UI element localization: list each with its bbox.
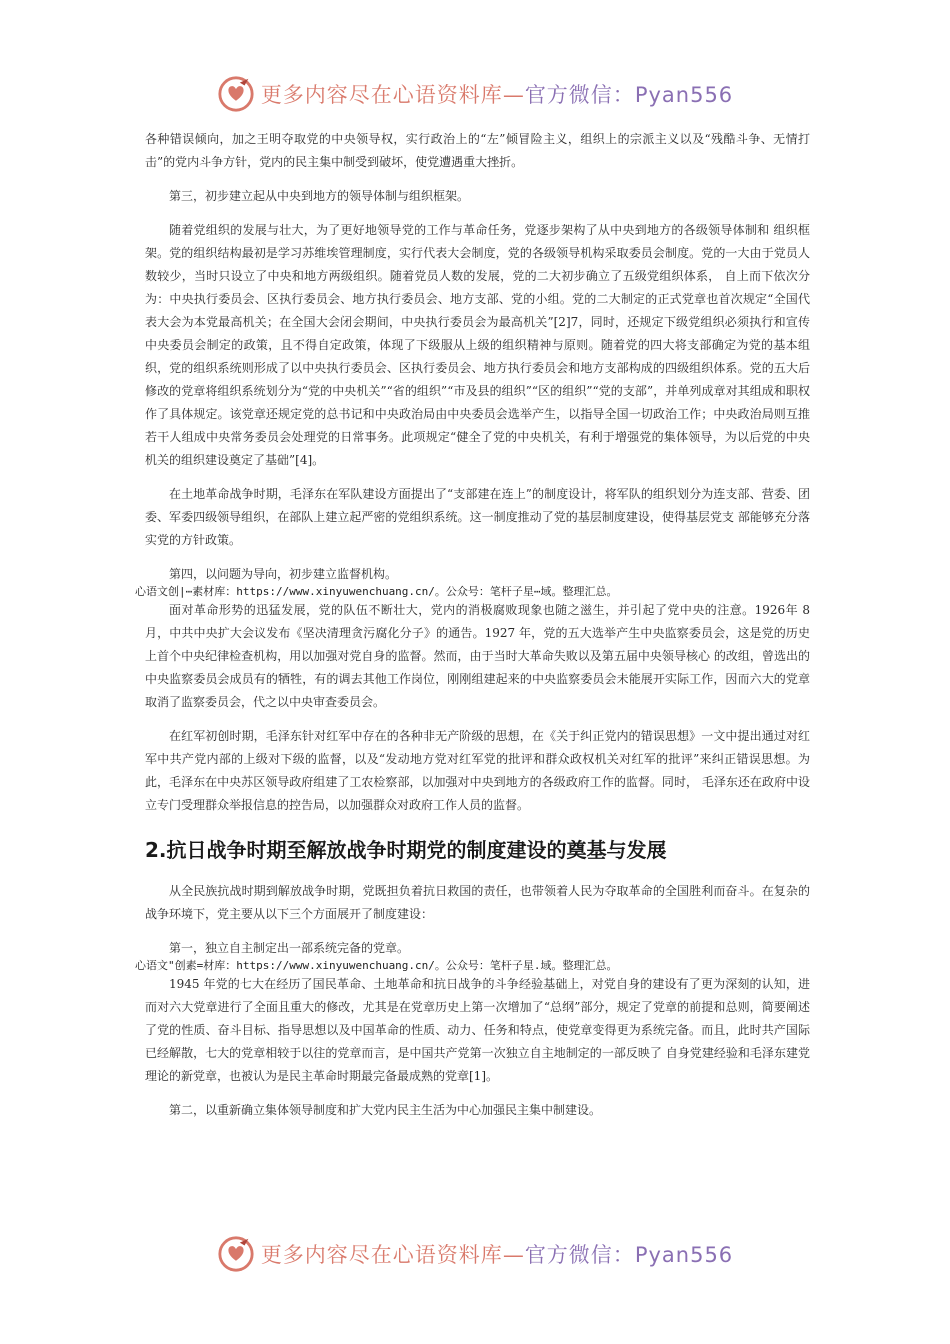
watermark-line-1: 心语文创|⋯素材库：https://www.xinyuwenchuang.cn/。公众号：笔杆子星⋯域。整理汇总。 [135,585,618,598]
banner-wx-label: 官方微信： [524,83,635,107]
paragraph-10: 1945 年党的七大在经历了国民革命、土地革命和抗日战争的斗争经验基础上，对党自身的建设有了更为深刻的认知，进而对六大党章进行了全面且重大的修改，尤其是在党章历史上第一次增加了“总纲”部分，规定了党章的前提和总则，简要阐述了党的性质、奋斗目标、指导思想以及中国革命的性质、动力、任务和特点，使党章变得更为系统完备。而且，此时共产国际已经解散，七大的党章相较于以往的党章而言，是中国共产党第一次独立自主地制定的一部反映了 自身党建经验和毛泽东建党理论的新党章，也被认为是民主革命时期最完备最成熟的党章[1]。 [145,977,810,1083]
document-body [135,128,810,1122]
paragraph-1: 各种错误倾向，加之王明夺取党的中央领导权，实行政治上的“左”倾冒险主义，组织上的宗派主义以及“残酷斗争、无情打击”的党内斗争方针，党内的民主集中制受到破坏，使党遭遇重大挫折。 [145,132,810,169]
top-banner [0,72,950,116]
watermark-line-2: 心语文"创素=材库：https://www.xinyuwenchuang.cn/。公众号：笔杆子星.域。整理汇总。 [135,959,618,972]
paragraph-6: 面对革命形势的迅猛发展，党的队伍不断壮大，党内的消极腐败现象也随之滋生，并引起了党中央的注意。1926年 8 月，中共中央扩大会议发布《坚决清理贪污腐化分子》的通告。1927 年，党的五大选举产生中央监察委员会，这是党的历史上首个中央纪律检查机构，用以加强对党自身的监督。然而，由于当时大革命失败以及第五届中央领导核心 的改组，曾选出的中央监察委员会成员有的牺牲，有的调去其他工作岗位，刚刚组建起来的中央监察委员会未能展开实际工作，因而六大的党章取消了监察委员会，代之以中央审查委员会。 [145,603,810,709]
banner-dash: — [502,83,525,107]
bottom-banner [0,1232,950,1276]
paragraph-2: 第三，初步建立起从中央到地方的领导体制与组织框架。 [169,189,470,203]
banner-main: 更多内容尽在心语资料库 [260,83,503,107]
paragraph-3: 随着党组织的发展与壮大，为了更好地领导党的工作与革命任务，党逐步架构了从中央到地方的各级领导体制和 组织框架。党的组织结构最初是学习苏维埃管理制度，实行代表大会制度，党的各级领导机构采取委员会制度。党的一大由于党员人数较少，当时只设立了中央和地方两级组织。随着党员人数的发展，党的二大初步确立了五级党组织体系， 自上而下依次分为：中央执行委员会、区执行委员会、地方执行委员会、地方支部、党的小组。党的二大制定的正式党章也首次规定“全国代表大会为本党最高机关；在全国大会闭会期间，中央执行委员会为最高机关”[2]7，同时，还规定下级党组织必须执行和宣传中央委员会制定的政策，且不得自定政策，体现了下级服从上级的组织精神与原则。随着党的四大将支部确定为党的基本组织，党的组织系统则形成了以中央执行委员会、区执行委员会、地方执行委员会和地方支部构成的四级组织体系。党的五大后修改的党章将组织系统划分为“党的中央机关”“省的组织”“市及县的组织”“区的组织”“党的支部”，并单列成章对其组成和职权作了具体规定。该党章还规定党的总书记和中央政治局由中央委员会选举产生，以指导全国一切政治工作；中央政治局则互推若干人组成中央常务委员会处理党的日常事务。此项规定“健全了党的中央机关，有利于增强党的集体领导，为以后党的中央机关的组织建设奠定了基础”[4]。 [145,223,810,467]
banner-text [261,1239,733,1269]
banner-wx-label: 官方微信： [524,1243,635,1267]
paragraph-7: 在红军初创时期，毛泽东针对红军中存在的各种非无产阶级的思想，在《关于纠正党内的错误思想》一文中提出通过对红军中共产党内部的上级对下级的监督，以及“发动地方党对红军党的批评和群众政权机关对红军的批评”来纠正错误思想。为此，毛泽东在中央苏区领导政府组建了工农检察部，以加强对中央到地方的各级政府工作的监督。同时， 毛泽东还在政府中设立专门受理群众举报信息的控告局，以加强群众对政府工作人员的监督。 [145,729,810,812]
banner-dash: — [502,1243,525,1267]
banner-main: 更多内容尽在心语资料库 [260,1243,503,1267]
banner-text [261,79,733,109]
paragraph-9: 第一，独立自主制定出一部系统完备的党章。 [169,941,410,955]
paragraph-11: 第二，以重新确立集体领导制度和扩大党内民主生活为中心加强民主集中制建设。 [169,1103,602,1117]
paragraph-8: 从全民族抗战时期到解放战争时期，党既担负着抗日救国的责任，也带领着人民为夺取革命的全国胜利而奋斗。在复杂的战争环境下，党主要从以下三个方面展开了制度建设： [145,884,810,921]
heart-bird-logo-icon [217,1235,255,1273]
heart-bird-logo-icon [217,75,255,113]
paragraph-5: 第四，以问题为导向，初步建立监督机构。 [169,567,398,581]
banner-wx-id: Pyan556 [634,83,734,107]
section-heading: 2.抗日战争时期至解放战争时期党的制度建设的奠基与发展 [145,838,667,862]
paragraph-4: 在土地革命战争时期，毛泽东在军队建设方面提出了“支部建在连上”的制度设计，将军队的组织划分为连支部、营委、团委、军委四级领导组织，在部队上建立起严密的党组织系统。这一制度推动了党的基层制度建设，使得基层党支 部能够充分落实党的方针政策。 [145,487,810,547]
banner-wx-id: Pyan556 [634,1243,734,1267]
